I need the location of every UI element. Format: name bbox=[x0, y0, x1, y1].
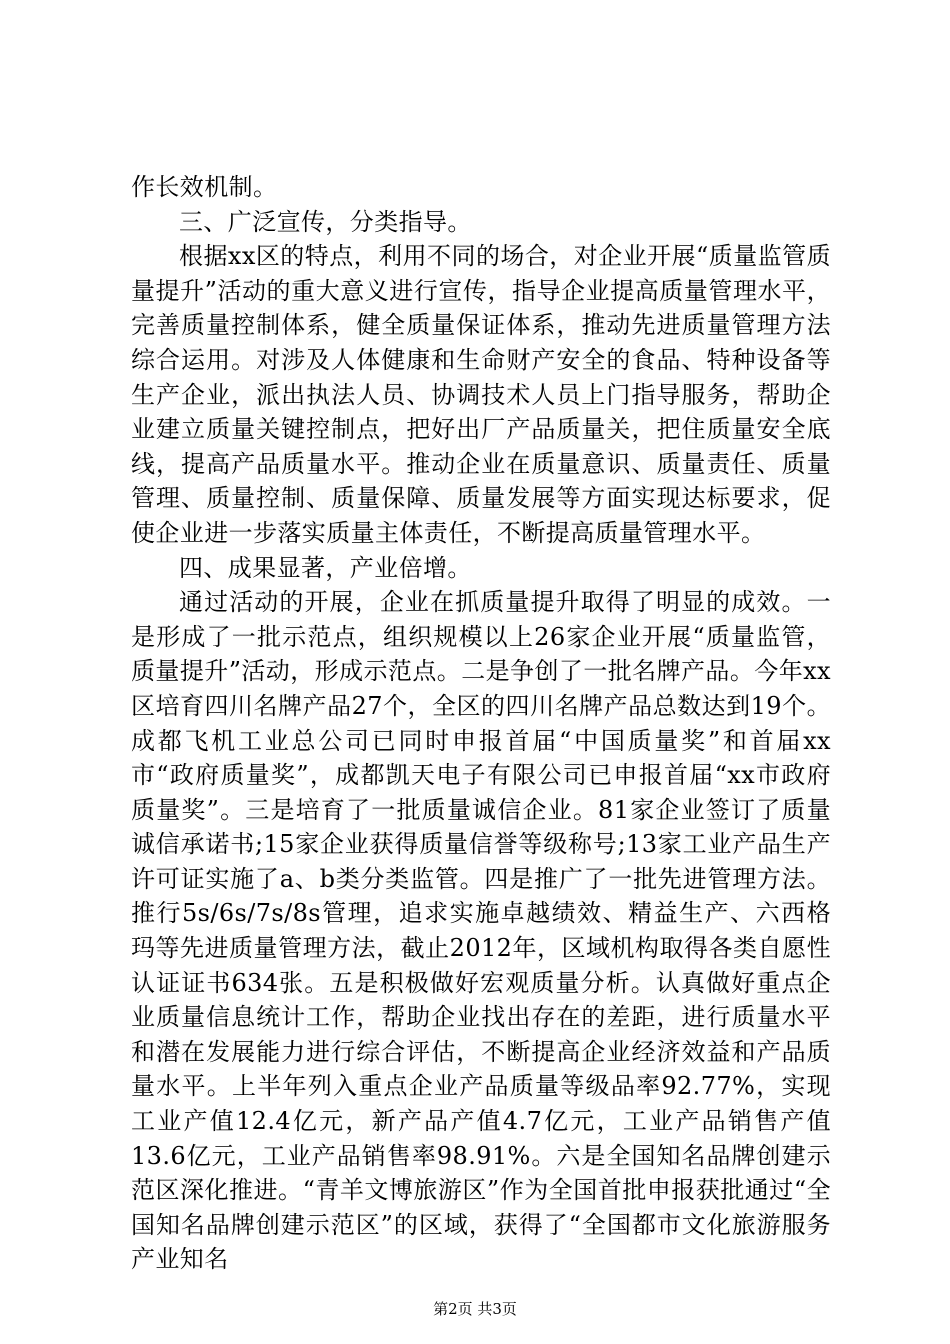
section-heading-four: 四、成果显著，产业倍增。 bbox=[179, 553, 472, 582]
paragraph-results: 通过活动的开展，企业在抓质量提升取得了明显的成效。一是形成了一批示范点，组织规模以上26家企业开展“质量监管，质量提升”活动，形成示范点。二是争创了一批名牌产品。今年xx区培育四川名牌产品27个，全区的四川名牌产品总数达到19个。成都飞机工业总公司已同时申报首届“中国质量奖”和首届xx市“政府质量奖”，成都凯天电子有限公司已申报首届“xx市政府质量奖”。三是培育了一批质量诚信企业。81家企业签订了质量诚信承诺书;15家企业获得质量信誉等级称号;13家工业产品生产许可证实施了a、b类分类监管。四是推广了一批先进管理方法。推行5s/6s/7s/8s管理，追求实施卓越绩效、精益生产、六西格玛等先进质量管理方法，截止2012年，区域机构取得各类自愿性认证证书634张。五是积极做好宏观质量分析。认真做好重点企业质量信息统计工作，帮助企业找出存在的差距，进行质量水平和潜在发展能力进行综合评估，不断提高企业经济效益和产品质量水平。上半年列入重点企业产品质量等级品率92.77%，实现工业产值12.4亿元，新产品产值4.7亿元，工业产品销售产值13.6亿元，工业产品销售率98.91%。六是全国知名品牌创建示范区深化推进。“青羊文博旅游区”作为全国首批申报获批通过“全国知名品牌创建示范区”的区域，获得了“全国都市文化旅游服务产业知名 bbox=[131, 588, 831, 1274]
page-footer: 第2页 共3页 bbox=[433, 1300, 517, 1318]
document-body bbox=[131, 170, 831, 1277]
paragraph-continuation: 作长效机制。 bbox=[131, 173, 278, 201]
section-heading-three: 三、广泛宣传，分类指导。 bbox=[179, 207, 472, 236]
paragraph-publicity: 根据xx区的特点，利用不同的场合，对企业开展“质量监管质量提升”活动的重大意义进行宣传，指导企业提高质量管理水平，完善质量控制体系，健全质量保证体系，推动先进质量管理方法综合运用。对涉及人体健康和生命财产安全的食品、特种设备等生产企业，派出执法人员、协调技术人员上门指导服务，帮助企业建立质量关键控制点，把好出厂产品质量关，把住质量安全底线，提高产品质量水平。推动企业在质量意识、质量责任、质量管理、质量控制、质量保障、质量发展等方面实现达标要求，促使企业进一步落实质量主体责任，不断提高质量管理水平。 bbox=[131, 242, 831, 547]
